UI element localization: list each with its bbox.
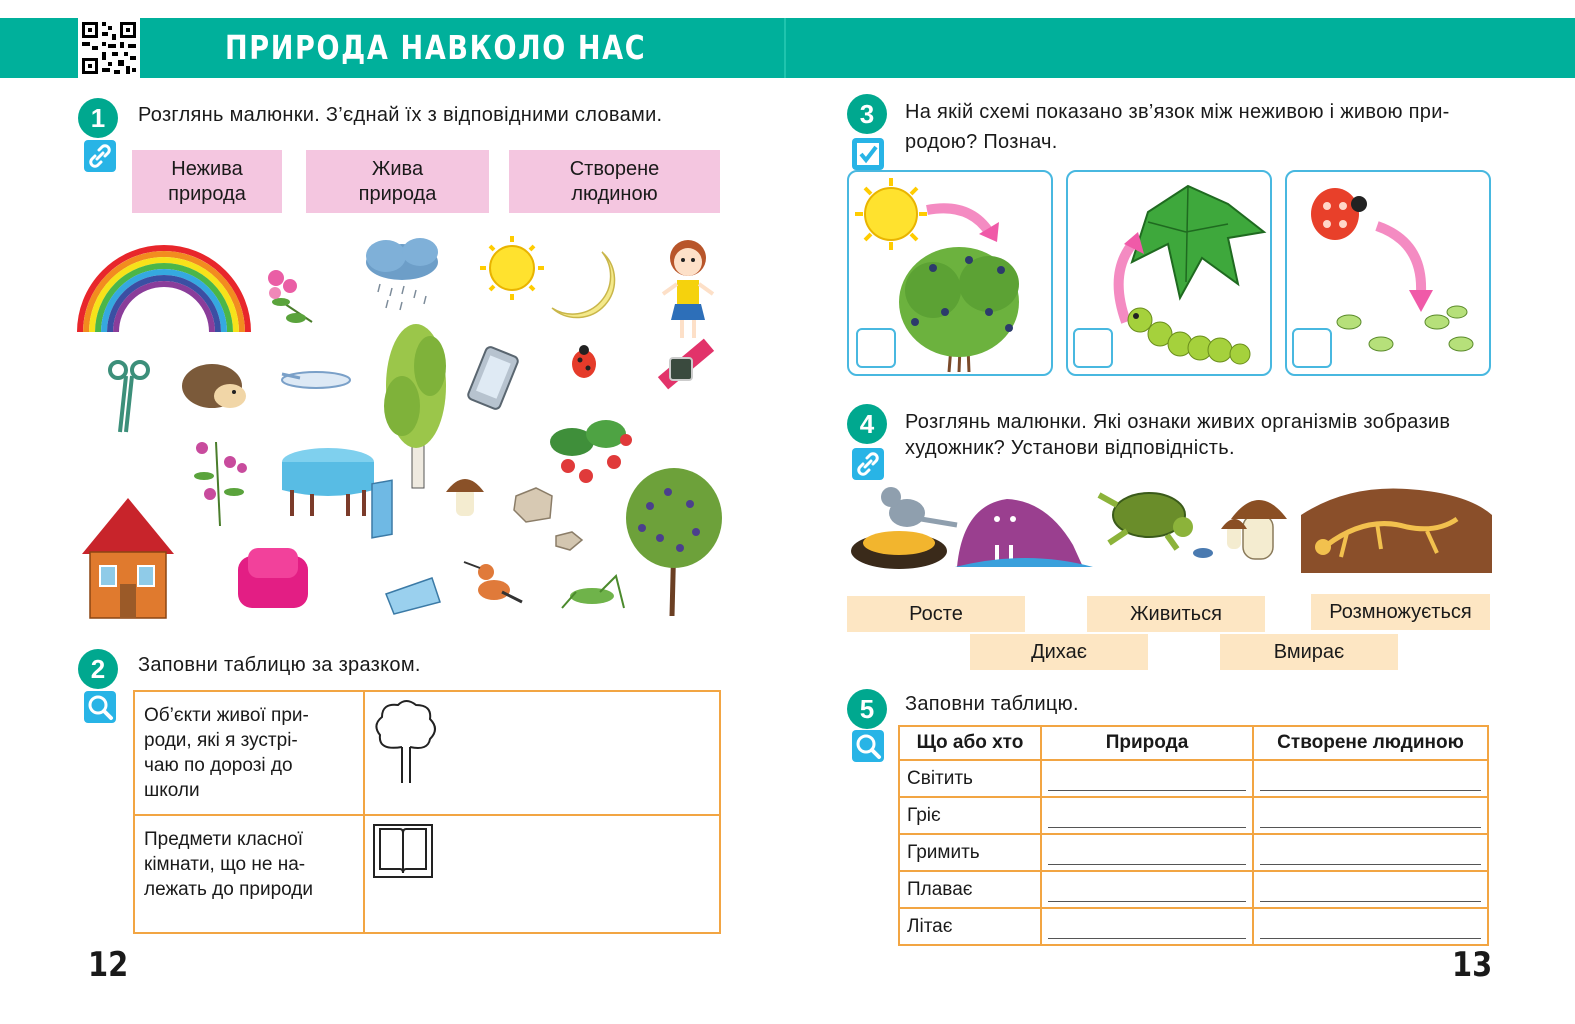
table-row — [899, 834, 1488, 871]
scissors-icon — [110, 362, 148, 432]
sign-label-dies[interactable]: Вмирає — [1220, 634, 1398, 670]
task2-instruction: Заповни таблицю за зразком. — [138, 654, 421, 676]
task4-instruction-line2: художник? Установи відповідність. — [905, 437, 1235, 459]
task-number-badge: 2 — [78, 649, 118, 689]
page-title: ПРИРОДА НАВКОЛО НАС — [225, 28, 647, 67]
hedgehog-icon — [182, 364, 246, 408]
answer-line[interactable] — [1253, 871, 1488, 908]
page-number-left: 12 — [88, 945, 129, 985]
book-icon — [372, 823, 434, 881]
row-label: Гримить — [899, 834, 1041, 871]
mushrooms-icon — [1221, 500, 1287, 559]
row-label: Літає — [899, 908, 1041, 945]
table-row — [899, 760, 1488, 797]
task5-table — [898, 725, 1489, 946]
mushroom-icon — [446, 479, 484, 516]
smartwatch-icon — [658, 339, 714, 390]
task4-illustrations — [847, 475, 1492, 575]
scheme-3-checkbox[interactable] — [1292, 328, 1332, 368]
task1-illustrations — [76, 236, 726, 628]
grasshopper-icon — [562, 576, 624, 608]
sign-label-grows[interactable]: Росте — [847, 596, 1025, 632]
task-number-badge: 1 — [78, 98, 118, 138]
scheme-1-checkbox[interactable] — [856, 328, 896, 368]
row-label: Світить — [899, 760, 1041, 797]
birch-tree-icon — [384, 324, 446, 488]
answer-card-living[interactable]: Жива природа — [306, 150, 489, 213]
task-number-badge: 4 — [847, 404, 887, 444]
column-header: Створене людиною — [1253, 726, 1488, 760]
rainbow-icon — [80, 248, 248, 332]
column-header: Що або хто — [899, 726, 1041, 760]
qr-code-icon[interactable] — [78, 18, 140, 78]
magnifier-icon[interactable] — [84, 691, 116, 723]
strawberry-plant-icon — [550, 420, 632, 483]
girl-icon — [663, 240, 713, 338]
page-number-right: 13 — [1452, 945, 1493, 985]
rain-cloud-icon — [366, 238, 438, 310]
sign-label-reproduces[interactable]: Розмножується — [1311, 594, 1490, 630]
task4-instruction-line1: Розглянь малюнки. Які ознаки живих організмів зобразив — [905, 411, 1451, 433]
answer-line[interactable] — [1253, 797, 1488, 834]
table-row — [899, 871, 1488, 908]
table-row-label: Об’єкти живої при- роди, які я зустрі- чаю по дорозі до школи — [144, 705, 309, 801]
flower-branch-icon — [194, 442, 247, 526]
bird-nest-icon — [851, 487, 957, 569]
walrus-icon — [955, 499, 1093, 567]
table-row — [899, 797, 1488, 834]
laptop-icon — [372, 480, 440, 614]
stones-icon — [514, 488, 582, 550]
task5-instruction: Заповни таблицю. — [905, 693, 1079, 715]
sun-icon — [480, 236, 544, 300]
fossil-dinosaur-icon — [1301, 489, 1492, 573]
table-row — [899, 908, 1488, 945]
tree-icon — [370, 699, 440, 785]
answer-card-manmade[interactable]: Створене людиною — [509, 150, 720, 213]
answer-line[interactable] — [1253, 908, 1488, 945]
task-number-badge: 5 — [847, 689, 887, 729]
magnifier-icon[interactable] — [852, 730, 884, 762]
checkbox-icon[interactable] — [852, 138, 884, 170]
answer-cell[interactable] — [364, 815, 720, 933]
table-row-label: Предмети класної кімнати, що не на- лежать до природи — [144, 829, 313, 900]
answer-line[interactable] — [1041, 760, 1253, 797]
row-label: Гріє — [899, 797, 1041, 834]
answer-line[interactable] — [1041, 908, 1253, 945]
table-icon — [282, 448, 374, 516]
flower-icon — [268, 270, 312, 323]
hoopoe-bird-icon — [464, 562, 522, 602]
column-header: Природа — [1041, 726, 1253, 760]
task-number-badge: 3 — [847, 94, 887, 134]
answer-line[interactable] — [1041, 871, 1253, 908]
link-icon[interactable] — [84, 140, 116, 172]
answer-line[interactable] — [1253, 760, 1488, 797]
ladybug-icon — [572, 345, 596, 378]
plum-tree-icon — [626, 468, 722, 616]
scheme-2-checkbox[interactable] — [1073, 328, 1113, 368]
sign-label-breathes[interactable]: Дихає — [970, 634, 1148, 670]
answer-line[interactable] — [1041, 834, 1253, 871]
answer-cell[interactable] — [364, 691, 720, 815]
task3-instruction-line1: На якій схемі показано зв’язок між неживою і живою при- — [905, 101, 1450, 123]
armchair-icon — [238, 548, 308, 608]
page-spread-divider — [784, 18, 786, 78]
answer-line[interactable] — [1253, 834, 1488, 871]
row-label: Плаває — [899, 871, 1041, 908]
turtle-icon — [1099, 493, 1213, 558]
task1-instruction: Розглянь малюнки. З’єднай їх з відповідними словами. — [138, 104, 663, 126]
moon-icon — [552, 252, 615, 318]
task2-table — [133, 690, 721, 934]
sign-label-eats[interactable]: Живиться — [1087, 596, 1265, 632]
tablet-icon — [467, 346, 520, 411]
house-icon — [82, 498, 174, 618]
plate-icon — [282, 372, 350, 388]
answer-card-nonliving[interactable]: Нежива природа — [132, 150, 282, 213]
task3-instruction-line2: родою? Познач. — [905, 131, 1058, 153]
answer-line[interactable] — [1041, 797, 1253, 834]
